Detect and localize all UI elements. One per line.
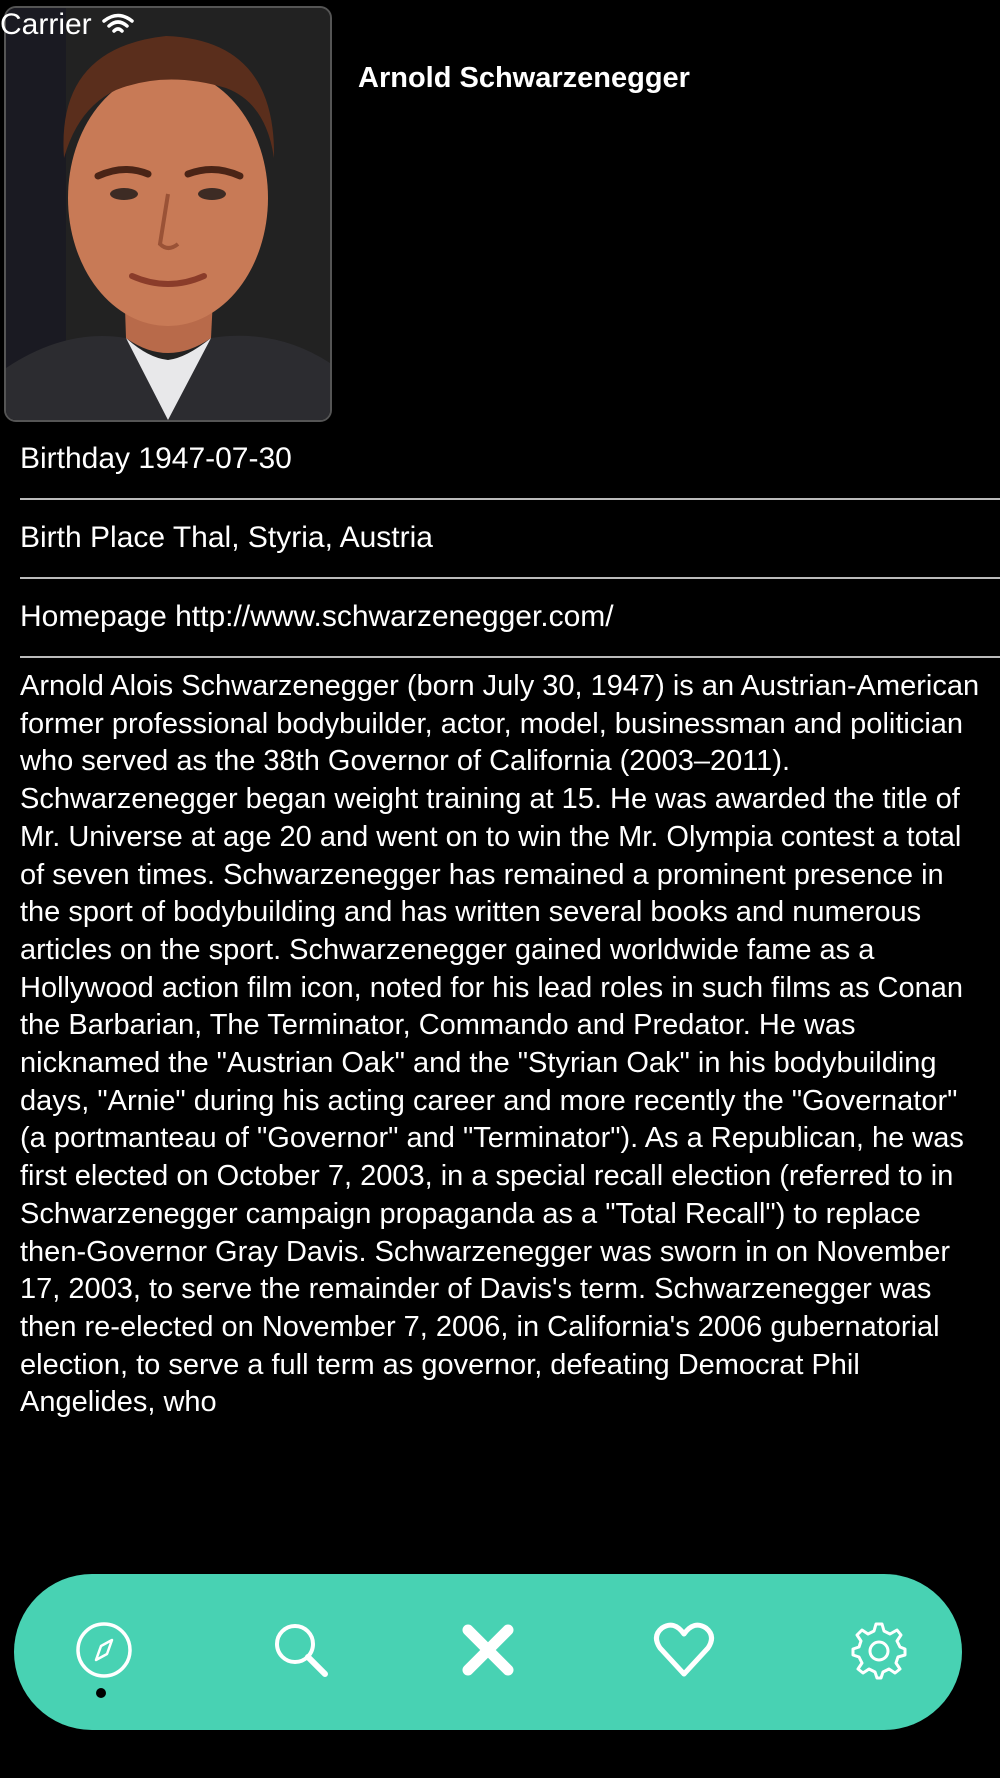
tab-favorites[interactable] bbox=[646, 1612, 722, 1688]
search-icon bbox=[269, 1618, 333, 1682]
heart-icon bbox=[652, 1618, 716, 1682]
birthday-text: Birthday 1947-07-30 bbox=[20, 442, 292, 475]
tab-bar bbox=[14, 1574, 962, 1730]
homepage-link[interactable]: Homepage http://www.schwarzenegger.com/ bbox=[20, 600, 614, 633]
birthplace-row bbox=[20, 499, 1000, 579]
birthplace-text: Birth Place Thal, Styria, Austria bbox=[20, 521, 433, 554]
profile-photo bbox=[4, 6, 332, 422]
birthday-row bbox=[20, 420, 1000, 500]
portrait-image bbox=[6, 8, 330, 420]
tab-settings[interactable] bbox=[841, 1612, 917, 1688]
biography-text: Arnold Alois Schwarzenegger (born July 30, 1947) is an Austrian-American former professional bodybuilder, actor, model, businessman and politician who served as the 38th Governor of California (2003–2011). Schwarzenegger began weight training at 15. He was awarded the title of Mr. Universe at age 20 and went on to win the Mr. Olympia contest a total of seven times. Schwarzenegger has remained a prominent presence in the sport of bodybuilding and has written several books and numerous articles on the sport. Schwarzenegger gained worldwide fame as a Hollywood action film icon, noted for his lead roles in such films as Conan the Barbarian, The Terminator, Commando and Predator. He was nicknamed the "Austrian Oak" and the "Styrian Oak" in his bodybuilding days, "Arnie" during his acting career and more recently the "Governator" (a portmanteau of "Governor" and "Terminator"). As a Republican, he was first elected on October 7, 2003, in a special recall election (referred to in Schwarzenegger campaign propaganda as a "Total Recall") to replace then-Governor Gray Davis. Schwarzenegger was sworn in on November 17, 2003, to serve the remainder of Davis's term. Schwarzenegger was then re-elected on November 7, 2006, in California's 2006 gubernatorial election, to serve a full term as governor, defeating Democrat Phil Angelides, who bbox=[20, 670, 980, 1419]
person-name: Arnold Schwarzenegger bbox=[358, 62, 690, 94]
active-tab-indicator bbox=[96, 1688, 106, 1698]
compass-icon bbox=[72, 1618, 136, 1682]
gear-icon bbox=[847, 1618, 911, 1682]
tab-close[interactable] bbox=[450, 1612, 526, 1688]
tab-search[interactable] bbox=[263, 1612, 339, 1688]
homepage-row[interactable] bbox=[20, 578, 1000, 658]
wifi-icon bbox=[102, 12, 134, 38]
tab-discover[interactable] bbox=[66, 1612, 142, 1688]
status-bar bbox=[0, 8, 134, 42]
close-icon bbox=[456, 1618, 520, 1682]
carrier-label: Carrier bbox=[0, 8, 92, 41]
